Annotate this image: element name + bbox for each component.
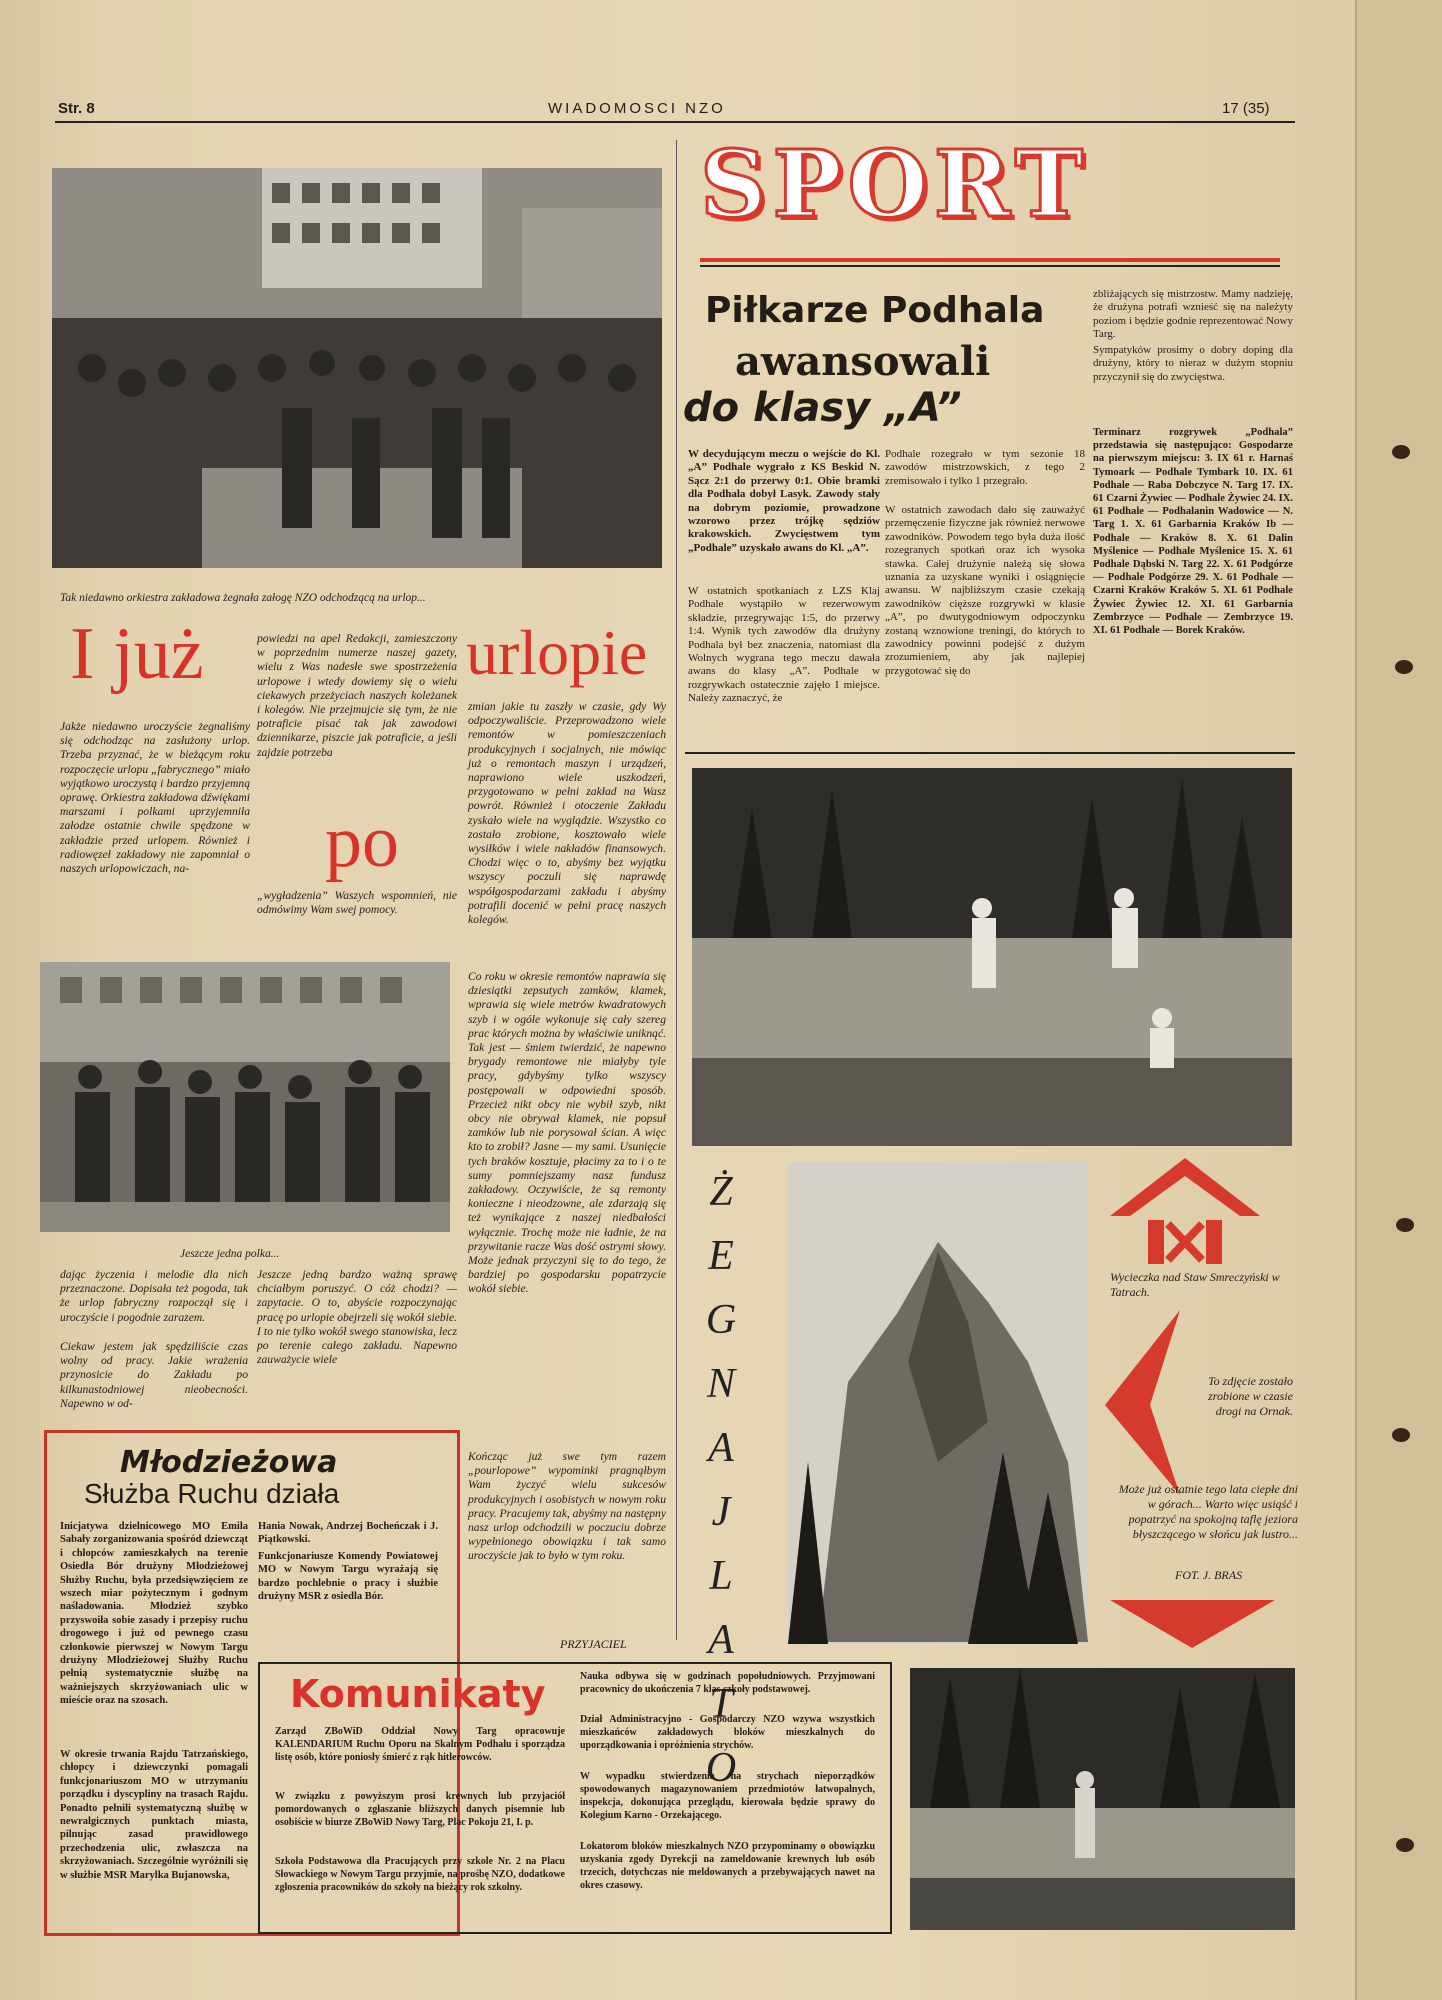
zegnaj-letter: Ż (709, 1169, 733, 1215)
zegnaj-letter: G (705, 1297, 737, 1343)
zegnaj-letter: J (711, 1489, 731, 1535)
zegnaj-letter: N (706, 1361, 735, 1407)
adjacent-page-edge (1355, 0, 1442, 2000)
article-col2: powiedzi na apel Redakcji, zamieszczony w poprzednim numerze naszej gazety, wielu z Was nadesłe swe spostrzeżenia urlopowe i wtedy dowiemy się o wielu ciekawych przeżyciach naszych koleżanek i kolegów. Nie przejmujcie się tym, że nie potraficie pisać tak jak zawodowi dziennikarze, piszcie jak potraficie, a jeśli zajdzie potrzeba (257, 632, 457, 759)
zegnaj-letter: A (708, 1425, 734, 1471)
article-col3: zmian jakie tu zaszły w czasie, gdy Wy odpoczywaliście. Przeprowadzono wiele remontów w pomieszczeniach produkcyjnych i socjalnych, nie mówiąc już o remontach maszyn i urządzeń, naprawiono wiele uszkodzeń, przygotowano w pełni zakład na Wasz powrót. Również i otoczenie Zakładu zyskało wiele na wyglądzie. Wszystko co zostało zrobione, kosztowało wiele wysiłków i wiele nakładów finansowych. Chodzi więc o to, abyśmy bez wyjątku wszyscy poczuli się naprawdę współgospodarzami zakładu i abyśmy potrafili docenić w pełni pracę naszych kolegów. (468, 700, 666, 927)
sport-rule-dark (700, 265, 1280, 267)
binder-hole (1392, 1428, 1410, 1442)
article-col1: Jakże niedawno uroczyście żegnaliśmy się odchodząc na zasłużony urlop. Trzeba przyznać, że w bieżącym roku rozpoczęcie urlopu „fabrycznego” miało wyjątkowo uroczystą i bardzo przyjemną oprawę. Orkiestra zakładowa dźwiękami marszami i polkami uprzyjemniła załodze ostatnie chwile spędzone w zakładzie przed urlopem. Również i radiowęzeł zakładowy nie zapomniał o naszych urlopowiczach, na- (60, 720, 250, 876)
sport-col3: zbliżających się mistrzostw. Mamy nadzieję, że drużyna potrafi wznieść się na należyty poziom i będzie godnie reprezentować Nowy Targ. (1093, 288, 1293, 341)
orchestra-playing-photo (40, 962, 450, 1232)
sluzba-title-1: Młodzieżowa (120, 1445, 338, 1480)
issue-number: 17 (35) (1222, 100, 1270, 117)
lake-photo (692, 768, 1292, 1146)
article-signature: PRZYJACIEL (560, 1637, 627, 1651)
komunikaty-col1: Zarząd ZBoWiD Oddział Nowy Targ opracowuje KALENDARIUM Ruchu Oporu na Skalnym Podhalu i sporządza listę osób, które poniosły śmierć z rąk hitlerowców. (275, 1726, 565, 1763)
sluzba-col2b: Funkcjonariusze Komendy Powiatowej MO w Nowym Targu wyrażają się bardzo pochlebnie o pracy i służbie drużyny MSR z osiedla Bór. (258, 1551, 438, 1603)
forest-lake-photo (910, 1668, 1295, 1930)
sport-col1: W decydującym meczu o wejście do Kl. „A” Podhale wygrało z KS Beskid N. Sącz 2:1 do przerwy 0:1. Obie bramki dla Podhala dobył Lasyk. Zawody stały na dobrym poziomie, prowadzone wzorowo przez trójkę sędziów krakowskich. Zwycięstwem tym „Podhale” uzyskało awans do Kl. „A”. (688, 448, 880, 554)
orchestra-crowd-photo (52, 168, 662, 568)
article-col2b: „wygładzenia” Waszych wspomnień, nie odmówimy Wam swej pomocy. (257, 889, 457, 917)
orchestra-playing-image (40, 962, 450, 1232)
sport-col2b: W ostatnich zawodach dało się zauważyć przemęczenie fizyczne jak również nerwowe zawodników. Powodem tego była duża ilość rozegranych spotkań oraz ich wysoka stawka. Całej drużynie należą się słowa uznania za uzyskane wyniki i osiągnięcie awansu. W najbliższym czasie czekają zawodników cięższe rozgrywki w klasie „A”, po dwutygodniowym odpoczynku zostaną wznowione treningi, do których to zawodnicy powinni podejść z dużym zrozumieniem, aby jak najlepiej przygotować się do (885, 504, 1085, 677)
komunikaty-col2b: Dział Administracyjno - Gospodarczy NZO wzywa wszystkich mieszkańców zakładowych bloków mieszkalnych do uporządkowania i opróżnienia strychów. (580, 1714, 875, 1751)
sport-headline-2: awansowali (735, 338, 991, 385)
sluzba-col2: Hania Nowak, Andrzej Bocheńczak i J. Piątkowski. (258, 1521, 438, 1546)
photo2-caption: Jeszcze jedna polka... (180, 1248, 280, 1260)
sport-col3b: Sympatyków prosimy o dobry doping dla drużyny, który to nieraz w dużym stopniu przyczynił się do zwycięstwa. (1093, 344, 1293, 383)
hut-icon (1110, 1158, 1260, 1268)
mountain-image (788, 1162, 1088, 1644)
sport-bottom-rule (685, 752, 1295, 754)
lake-image (692, 768, 1292, 1146)
zegnaj-letter: E (708, 1233, 734, 1279)
forest-lake-image (910, 1668, 1295, 1930)
photo1-caption: Tak niedawno orkiestra zakładowa żegnała załogę NZO odchodzącą na urlop... (60, 592, 426, 604)
sport-rule-red (700, 258, 1280, 262)
sluzba-title-2: Służba Ruchu działa (84, 1478, 340, 1509)
zegnaj-letter: L (709, 1553, 733, 1599)
zegnaj-letter: A (708, 1617, 734, 1663)
sport-headline-3: do klasy „A” (683, 385, 962, 431)
photo-credit: FOT. J. BRAS (1175, 1568, 1243, 1582)
zegnaj-letter: O (705, 1745, 737, 1791)
binder-hole (1392, 445, 1410, 459)
article-col3c: Kończąc już swe tym razem „pourlopowe” wypominki pragnąłbym Wam życzyć wielu sukcesów produkcyjnych i osobistych w nowym roku pracy. Pracujemy tak, abyśmy na następny nasz urlop odchodzili w poczuciu dobrze wypełnionego obowiązku i tak samo uroczyście jak to było w tym roku. (468, 1450, 667, 1563)
down-arrow-icon (1110, 1600, 1275, 1648)
mountain-caption: To zdjęcie zostało zrobione w czasie drogi na Ornak. (1208, 1374, 1293, 1418)
binder-hole (1396, 1218, 1414, 1232)
sport-col2: Podhale rozegrało w tym sezonie 18 zawodów mistrzowskich, z tego 2 zremisowało i tylko 1 przegrało. (885, 448, 1085, 487)
sport-col3c: Terminarz rozgrywek „Podhala” przedstawia się następująco: Gospodarze na pierwszym miejscu: 3. IX 61 r. Harnaś Tymoark — Podhale Tymbark 10. IX. 61 Podhale — Raba Dobczyce N. Targ 17. IX. 61 Czarni Żywiec — Podhale Żywiec 24. IX. 61 Podhale — Podhalanin Wadowice — N. Targ 1. X. 61 Garbarnia Kraków Ib — Podhale — Kraków 8. X. 61 Dalin Myślenice — Podhale Myślenice 15. X. 61 Podhale Dąbski N. Targ 22. X. 61 Podgórze — Podhale Podgórze 29. X. 61 Podhale — Czarni Kraków Kraków 5. XI. 61 Podhale Żywiec Żywiec 12. XI. 61 Garbarnia Zembrzyce — Podhale — Zembrzyce 19. XI. 61 Podhale — Borek Kraków. (1093, 427, 1293, 637)
mountain-photo (788, 1162, 1088, 1644)
sport-col1b: W ostatnich spotkaniach z LZS Klaj Podhale wystąpiło w rezerwowym składzie, przegrywając 1:5, do przerwy 1:4. Wynik tych zawodów dla drużyny Podhala był bez znaczenia, natomiast dla Wolnych wygrana tego meczu dawała awans do klasy „A”. Podhale w rozgrywkach ostatecznie zajęło I miejsce. Należy zaznaczyć, że (688, 585, 880, 705)
orchestra-crowd-image (52, 168, 662, 568)
komunikaty-col1b: W związku z powyższym prosi krewnych lub przyjaciół pomordowanych o zgłaszanie bliższych danych pisemnie lub osobiście w biurze ZBoWiD Nowy Targ, Plac Pokoju 21, I. p. (275, 1791, 565, 1828)
komunikaty-col2: Nauka odbywa się w godzinach popołudniowych. Przyjmowani pracownicy do ukończenia 7 klas szkoły podstawowej. (580, 1671, 875, 1695)
sluzba-col1b: W okresie trwania Rajdu Tatrzańskiego, chłopcy i dziewczynki pomagali funkcjonariuszom MO w utrzymaniu porządku i dyscypliny na trasach Rajdu. Ponadto pełnili systematyczną służbę w newralgicznych punktach miasta, pilnując zasad prawidłowego przechodzenia ulic, zwłaszcza na skrzyżowaniach. Szczególnie wyróżnili się w służbie MSR Marylka Bujanowska, (60, 1749, 248, 1881)
headline-part-1: I już (70, 613, 204, 695)
article-bottom-col1b: Ciekaw jestem jak spędziliście czas wolny od pracy. Jakie wrażenia przynosicie do Zakładu po kilkunastodniowej nieobecności. Napewno w od- (60, 1340, 248, 1410)
page-number: Str. 8 (58, 100, 95, 117)
article-bottom-col2: Jeszcze jedną bardzo ważną sprawę chciałbym poruszyć. O cóż chodzi? — zapytacie. O to, abyście rozpoczynając pracę po urlopie obejrzeli się wokół siebie. I to nie tylko wokół swego stanowiska, lecz po terenie całego zakładu. Napewno zauważycie wiele (257, 1268, 457, 1367)
sluzba-col1: Inicjatywa dzielnicowego MO Emila Sabały zorganizowania spośród dziewcząt i chłopców zamieszkałych na terenie Osiedla Bór drużyny Młodzieżowej Służby Ruchu, była przedsięwzięciem ze wszech miar pożytecznym i godnym naśladowania. Młodzież szybko przyswoiła sobie zasady i przepisy ruchu drogowego i już od pewnego czasu członkowie pierwszej w Nowym Targu drużyny Młodzieżowej Służby Ruchu pełnią systematycznie służbę na ważniejszych skrzyżowaniach ulic w mieście oraz na szosach. (60, 1521, 248, 1707)
sport-headline-1: Piłkarze Podhala (705, 290, 1045, 331)
zegnaj-letter: T (709, 1681, 733, 1727)
sunny-caption: Może już ostatnie tego lata ciepłe dni w górach... Warto więc usiąść i popatrzyć na spokojną taflę jeziora błyszczącego w słońcu jak lustro... (1118, 1482, 1298, 1541)
article-bottom-col1: dając życzenia i melodie dla nich przeznaczone. Dopisała też pogoda, tak że urlop fabryczny rozpoczął się i uroczyście i pogodnie zarazem. (60, 1268, 248, 1324)
column-rule (676, 140, 677, 1640)
binder-hole (1395, 660, 1413, 674)
komunikaty-title: Komunikaty (290, 1672, 546, 1716)
komunikaty-col2c: W wypadku stwierdzenia na strychach nieporządków spowodowanych magazynowaniem przedmiotów łatwopalnych, inspekcja, dokonująca przeglądu, kierowała będzie sprawy do Kolegium Karno - Orzekającego. (580, 1771, 875, 1821)
header-rule (55, 121, 1295, 123)
left-arrow-icon (1105, 1310, 1180, 1495)
article-col3b: Co roku w okresie remontów naprawia się dziesiątki zepsutych zamków, klamek, wprawia się wiele metrów kwadratowych szyb i w ogóle wykonuje się cały szereg prac których można by właściwie uniknąć. Tak jest — śmiem twierdzić, że napewno brygady remontowe nie miałyby tyle pracy, gdybyśmy tylko wszyscy postępowali w odpowiedni sposób. Przecież nikt obcy nie wybił szyb, nikt obcy nie obrywał klamek, nie popsuł zamków lub nie porysował ścian. A więc kto to zrobił? Jasne — my sami. Usunięcie tych braków kosztuje, płacimy za to i o te sumy pomniejszamy nasz fundusz zakładowy. Oczywiście, że są remonty konieczne i nieodzowne, ale zdarzają się też wynikające z naszej niedbałości wyłącznie. Trochę może nie ładnie, że na przywitanie racze Was dość ostrymi słowy. Może jednak przyczyni się to do tego, że bardziej po gospodarsku popatrzycie wokół siebie. (468, 970, 666, 1296)
binder-hole (1396, 1838, 1414, 1852)
headline-part-2: po (325, 801, 399, 883)
sport-title: SPORT (700, 130, 1090, 238)
headline-part-3: urlopie (466, 617, 648, 688)
komunikaty-col1c: Szkoła Podstawowa dla Pracujących przy szkole Nr. 2 na Placu Słowackiego w Nowym Targu przyjmie, na prośbę NZO, dodatkowe zgłoszenia pracowników do szkoły na bieżący rok szkolny. (275, 1856, 565, 1893)
komunikaty-col2d: Lokatorom bloków mieszkalnych NZO przypominamy o obowiązku uzyskania zgody Dyrekcji na zameldowanie krewnych lub osób trzecich, dotychczas nie meldowanych a przebywających nawet na okres czasowy. (580, 1841, 875, 1891)
lake-caption: Wycieczka nad Staw Smreczyński w Tatrach. (1110, 1270, 1280, 1299)
paper-title: WIADOMOSCI NZO (548, 100, 726, 117)
